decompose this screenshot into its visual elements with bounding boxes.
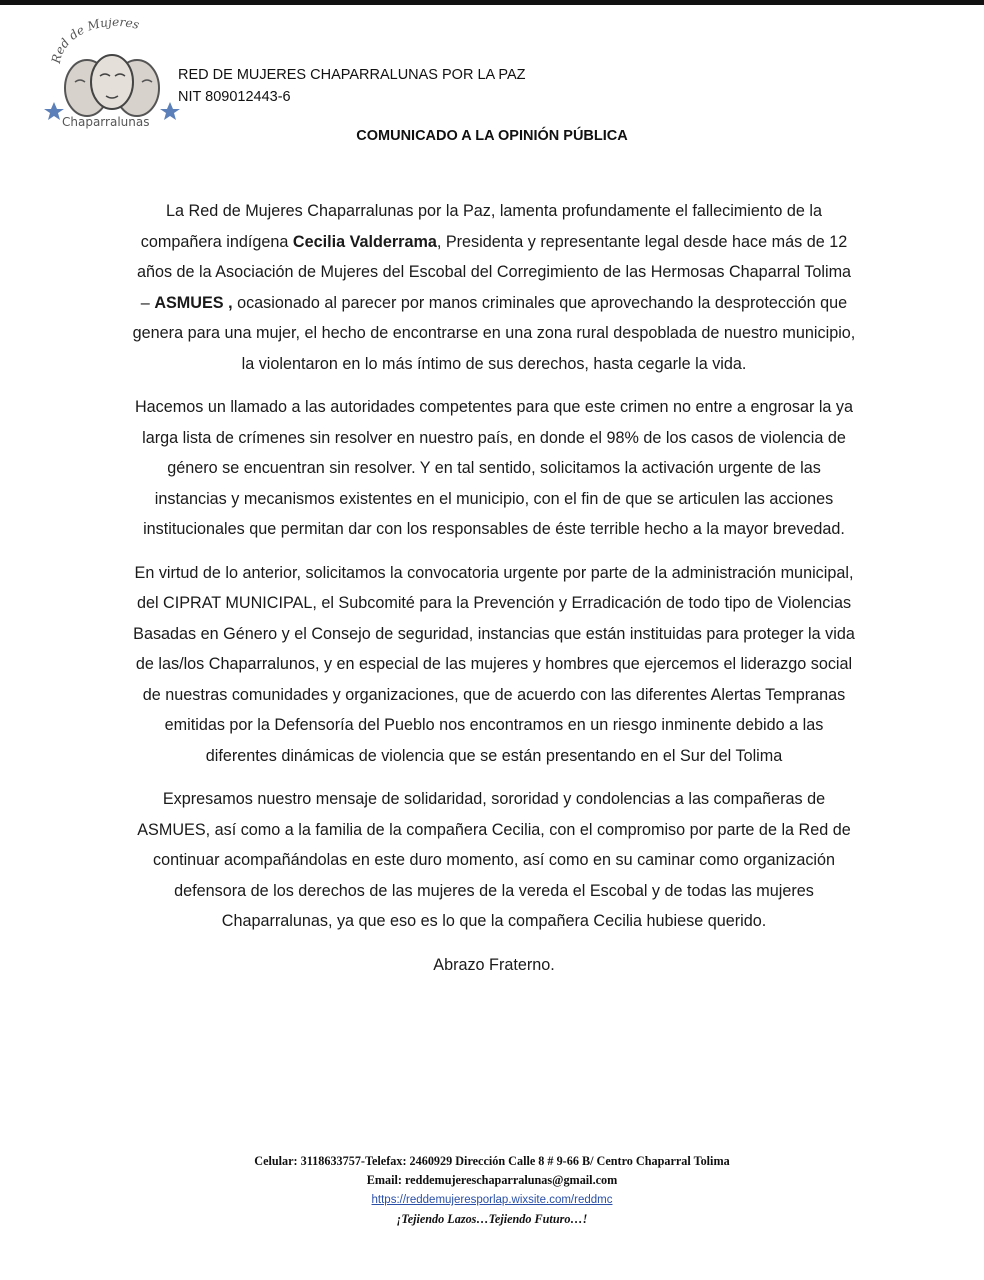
paragraph-3: En virtud de lo anterior, solicitamos la convocatoria urgente por parte de la administración municipal, del CIPRAT MUNICIPAL, el Subcomité para la Prevención y Erradicación de todo tipo de Violencias Basadas en Género y el Consejo de seguridad, instancias que están instituidas para proteger la vida de las/los Chaparralunos, y en especial de las mujeres y hombres que ejercemos el liderazgo social de nuestras comunidades y organizaciones, que de acuerdo con las diferentes Alertas Tempranas emitidas por la Defensoría del Pueblo nos encontramos en un riesgo inminente debido a las diferentes dinámicas de violencia que se están presentando en el Sur del Tolima: [133, 563, 855, 765]
footer: [0, 1152, 984, 1229]
paragraph-1-text-c: , Presidenta y representante legal desde hace más de 12 años de la Asociación de Mujeres del Escobal del Corregimiento de las Hermosas Chaparral Tolima –: [136, 232, 852, 312]
footer-email: Email: reddemujereschaparralunas@gmail.com: [366, 1173, 618, 1187]
logo-top-text: Red de Mujeres: [48, 18, 141, 65]
organization-header: [178, 64, 526, 108]
three-women-faces-logo-icon: [42, 18, 182, 130]
paragraph-1-asmues: ASMUES ,: [154, 293, 233, 312]
svg-text:Red de Mujeres: [49, 18, 141, 66]
footer-contact: Celular: 3118633757-Telefax: 2460929 Dirección Calle 8 # 9-66 B/ Centro Chaparral Tolima: [254, 1154, 730, 1168]
top-border: [0, 0, 984, 5]
footer-motto: ¡Tejiendo Lazos…Tejiendo Futuro…!: [396, 1212, 588, 1226]
paragraph-1-name: Cecilia Valderrama: [292, 232, 437, 251]
logo-bottom-text: Chaparralunas: [62, 115, 150, 129]
organization-logo: [42, 18, 182, 130]
paragraph-2: Hacemos un llamado a las autoridades competentes para que este crimen no entre a engrosar la ya larga lista de crímenes sin resolver en nuestro país, en donde el 98% de los casos de violencia de género se encuentran sin resolver. Y en tal sentido, solicitamos la activación urgente de las instancias y mecanismos existentes en el municipio, con el fin de que se articulen las acciones institucionales que permitan dar con los responsables de éste terrible hecho a la mayor brevedad.: [134, 398, 854, 538]
organization-name: RED DE MUJERES CHAPARRALUNAS POR LA PAZ: [178, 67, 526, 83]
paragraph-4: Expresamos nuestro mensaje de solidaridad, sororidad y condolencias a las compañeras de ASMUES, así como a la familia de la compañera Cecilia, con el compromiso por parte de la Red de continuar acompañándolas en este duro momento, así como en su caminar como organización defensora de los derechos de las mujeres de la vereda el Escobal y de todas las mujeres Chaparralunas, ya que eso es lo que la compañera Cecilia hubiese querido.: [137, 790, 851, 930]
organization-nit: NIT 809012443-6: [178, 89, 291, 105]
paragraph-1-text-e: ocasionado al parecer por manos criminales que aprovechando la desprotección que genera para una mujer, el hecho de encontrarse en una zona rural despoblada de nuestro municipio, la violentaron en lo más íntimo de sus derechos, hasta cegarle la vida.: [132, 293, 856, 373]
footer-website-link[interactable]: https://reddemujeresporlap.wixsite.com/reddmc: [371, 1194, 613, 1206]
closing-salutation: Abrazo Fraterno.: [433, 955, 555, 974]
paragraph-1-text-a: La Red de Mujeres Chaparralunas por la Paz, lamenta profundamente el fallecimiento de la compañera indígena: [140, 202, 822, 251]
document-body: [132, 196, 856, 980]
paragraph-1: [132, 196, 856, 379]
document-title: COMUNICADO A LA OPINIÓN PÚBLICA: [356, 128, 628, 144]
